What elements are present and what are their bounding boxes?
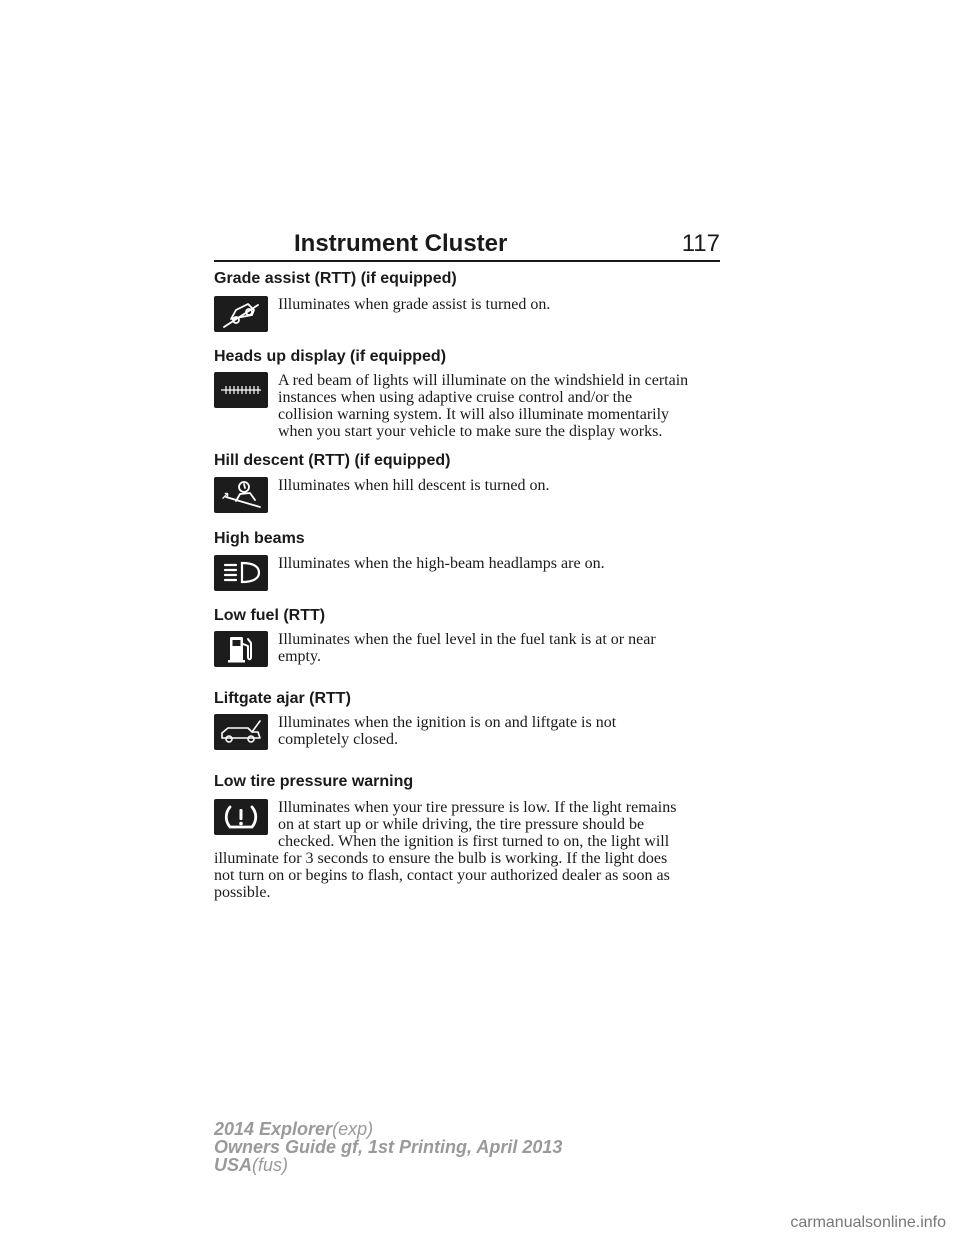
hill-descent-description: Illuminates when hill descent is turned on. [278, 477, 550, 494]
section-heading: Instrument Cluster [294, 230, 508, 257]
desc-line: Illuminates when the ignition is on and liftgate is not [278, 714, 617, 731]
desc-line: Illuminates when your tire pressure is low. If the light remains [278, 799, 677, 816]
low-fuel-description [278, 631, 724, 665]
low-tire-pressure-description [278, 799, 724, 850]
footer-line-region [214, 1156, 562, 1174]
tire-pressure-icon [214, 799, 268, 835]
liftgate-ajar-title: Liftgate ajar (RTT) [214, 690, 351, 707]
desc-line: checked. When the ignition is first turned to on, the light will [278, 833, 670, 850]
svg-text:↗: ↗ [221, 491, 230, 502]
heads-up-display-title: Heads up display (if equipped) [214, 348, 447, 365]
desc-line: illuminate for 3 seconds to ensure the bulb is working. If the light does [214, 850, 668, 867]
footer-model-code: (exp) [332, 1119, 374, 1139]
desc-line: on at start up or while driving, the tire pressure should be [278, 816, 645, 833]
high-beams-title: High beams [214, 530, 305, 547]
footer-region-code: (fus) [252, 1155, 289, 1175]
desc-line: possible. [214, 884, 271, 901]
high-beam-icon [214, 555, 268, 591]
low-fuel-title: Low fuel (RTT) [214, 607, 326, 624]
desc-line: not turn on or begins to flash, contact your authorized dealer as soon as [214, 867, 670, 884]
high-beams-description: Illuminates when the high-beam headlamps are on. [278, 555, 605, 572]
desc-line: when you start your vehicle to make sure the display works. [278, 423, 663, 440]
watermark-text: carmanualsonline.info [790, 1214, 946, 1231]
low-tire-pressure-title: Low tire pressure warning [214, 773, 414, 790]
liftgate-ajar-description [278, 714, 724, 748]
page-number: 117 [681, 230, 720, 257]
hill-descent-icon [214, 477, 268, 513]
footer-model: 2014 Explorer [214, 1119, 333, 1139]
desc-line: Illuminates when the fuel level in the fuel tank is at or near [278, 631, 656, 648]
page-header [214, 226, 720, 262]
desc-line: instances when using adaptive cruise control and/or the [278, 389, 633, 406]
desc-line: empty. [278, 648, 321, 665]
liftgate-ajar-icon [214, 714, 268, 750]
document-footer [214, 1120, 562, 1174]
grade-assist-description: Illuminates when grade assist is turned on. [278, 296, 551, 313]
low-tire-pressure-description-continued [214, 850, 720, 901]
footer-region: USA [214, 1155, 253, 1175]
desc-line: completely closed. [278, 731, 398, 748]
grade-assist-icon [214, 296, 268, 332]
heads-up-display-description [278, 372, 724, 440]
hill-descent-title: Hill descent (RTT) (if equipped) [214, 452, 451, 469]
fuel-pump-icon [214, 631, 268, 667]
footer-line-model [214, 1120, 562, 1138]
desc-line: A red beam of lights will illuminate on the windshield in certain [278, 372, 689, 389]
footer-printing: Owners Guide gf, 1st Printing, April 2013 [214, 1137, 563, 1157]
heads-up-display-icon [214, 372, 268, 408]
desc-line: collision warning system. It will also illuminate momentarily [278, 406, 670, 423]
grade-assist-title: Grade assist (RTT) (if equipped) [214, 270, 457, 287]
